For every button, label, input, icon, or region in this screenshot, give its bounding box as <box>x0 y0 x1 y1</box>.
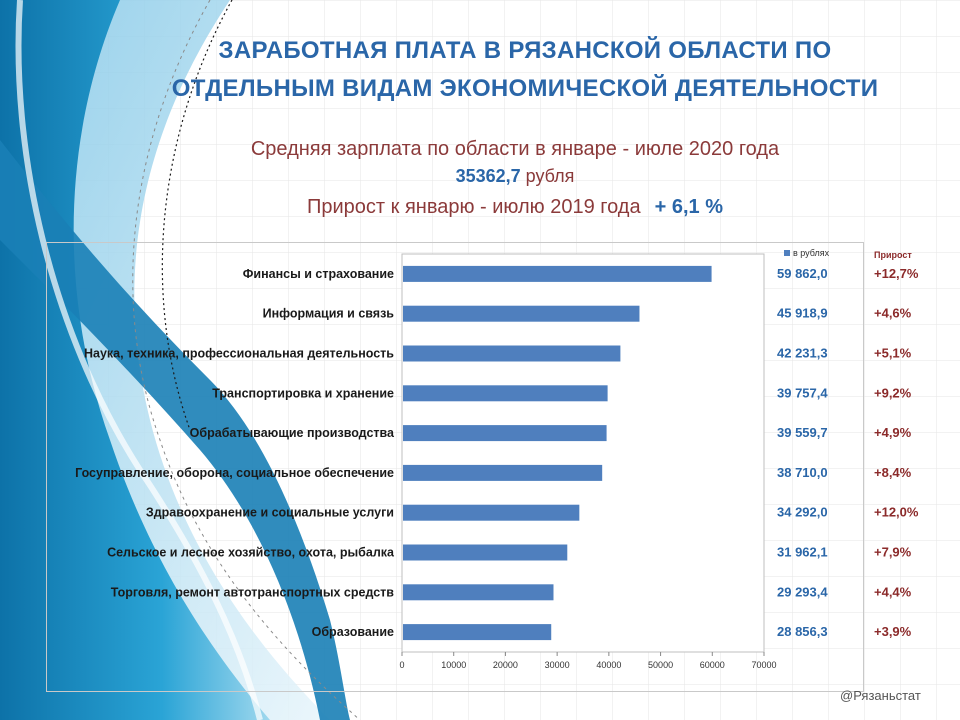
category-label: Финансы и страхование <box>242 266 394 281</box>
data-label-growth: +4,6% <box>874 305 912 321</box>
average-value: 35362,7 <box>455 166 521 186</box>
data-label-value: 42 231,3 <box>777 345 828 361</box>
bar <box>403 584 553 600</box>
category-label: Наука, техника, профессиональная деятельность <box>84 346 394 361</box>
average-unit: рубля <box>520 166 575 186</box>
data-label-growth: +3,9% <box>874 624 912 640</box>
bar <box>403 425 607 441</box>
source-credit: @Рязаньстат <box>840 688 921 703</box>
data-label-value: 38 710,0 <box>777 464 828 480</box>
category-label: Обрабатывающие производства <box>189 426 394 441</box>
data-label-value: 31 962,1 <box>777 544 828 560</box>
category-label: Информация и связь <box>262 306 394 321</box>
category-label: Образование <box>311 625 394 640</box>
bar <box>403 505 579 521</box>
x-tick-label: 70000 <box>751 660 777 670</box>
data-label-growth: +5,1% <box>874 345 912 361</box>
data-label-value: 29 293,4 <box>777 584 828 600</box>
growth-column-header: Прирост <box>874 250 912 260</box>
bar <box>403 545 567 561</box>
data-label-growth: +4,9% <box>874 425 912 441</box>
growth-value: + 6,1 % <box>654 196 723 218</box>
data-label-value: 39 757,4 <box>777 385 828 401</box>
x-tick-label: 30000 <box>544 660 570 670</box>
x-tick-label: 10000 <box>441 660 467 670</box>
page-title: ЗАРАБОТНАЯ ПЛАТА В РЯЗАНСКОЙ ОБЛАСТИ ПО ОТДЕЛЬНЫМ ВИДАМ ЭКОНОМИЧЕСКОЙ ДЕЯТЕЛЬНОСТИ <box>171 37 879 102</box>
data-label-value: 59 862,0 <box>777 265 828 281</box>
category-label: Сельское и лесное хозяйство, охота, рыбалка <box>107 545 394 560</box>
data-label-growth: +12,0% <box>874 504 919 520</box>
x-tick-label: 50000 <box>648 660 674 670</box>
bar <box>403 465 602 481</box>
bar <box>403 385 608 401</box>
category-label: Госуправление, оборона, социальное обеспечение <box>75 465 394 480</box>
data-label-value: 45 918,9 <box>777 305 828 321</box>
data-label-value: 39 559,7 <box>777 425 828 441</box>
growth-text: Прирост к январю - июлю 2019 года <box>307 196 641 218</box>
data-label-growth: +12,7% <box>874 265 919 281</box>
category-label: Транспортировка и хранение <box>212 386 394 401</box>
subtitle-period: Средняя зарплата по области в январе - июле 2020 года <box>250 138 780 160</box>
data-label-growth: +7,9% <box>874 544 912 560</box>
data-label-value: 28 856,3 <box>777 624 828 640</box>
bar <box>403 306 639 322</box>
data-label-growth: +8,4% <box>874 464 912 480</box>
data-label-value: 34 292,0 <box>777 504 828 520</box>
bar <box>403 346 620 362</box>
x-tick-label: 60000 <box>699 660 725 670</box>
x-tick-label: 40000 <box>596 660 622 670</box>
bar <box>403 624 551 640</box>
bar <box>403 266 712 282</box>
data-label-growth: +4,4% <box>874 584 912 600</box>
x-tick-label: 20000 <box>492 660 518 670</box>
category-label: Торговля, ремонт автотранспортных средств <box>110 585 394 600</box>
legend-label: в рублях <box>793 248 830 258</box>
category-label: Здравоохранение и социальные услуги <box>145 505 394 520</box>
x-tick-label: 0 <box>399 660 405 670</box>
data-label-growth: +9,2% <box>874 385 912 401</box>
